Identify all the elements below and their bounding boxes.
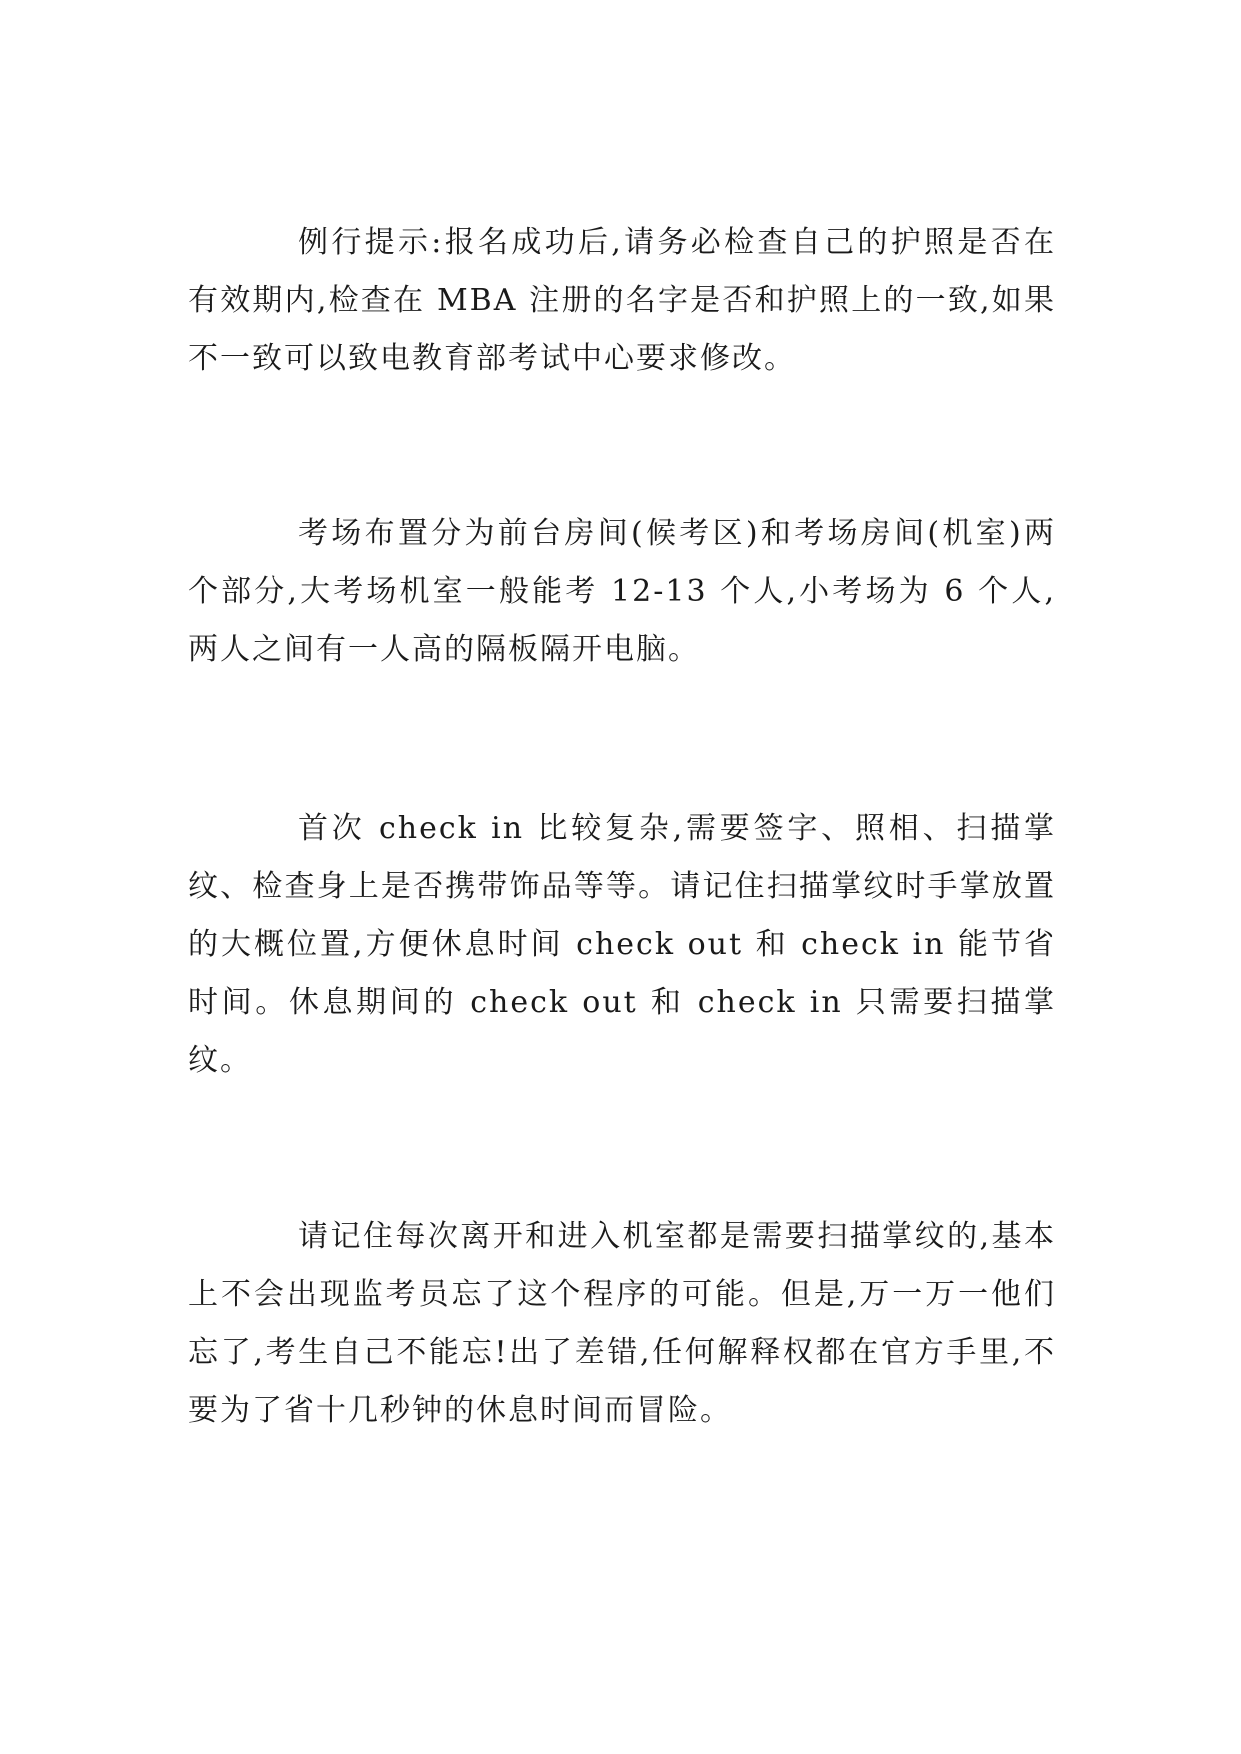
paragraph-palm-scan-warning: 请记住每次离开和进入机室都是需要扫描掌纹的,基本上不会出现监考员忘了这个程序的可能。但是,万一万一他们忘了,考生自己不能忘!出了差错,任何解释权都在官方手里,不要为了省十几秒钟的休息时间而冒险。 — [188, 1219, 1056, 1428]
paragraph-exam-room-layout: 考场布置分为前台房间(候考区)和考场房间(机室)两个部分,大考场机室一般能考 12-13 个人,小考场为 6 个人,两人之间有一人高的隔板隔开电脑。 — [188, 516, 1056, 667]
paragraph-registration-reminder: 例行提示:报名成功后,请务必检查自己的护照是否在有效期内,检查在 MBA 注册的名字是否和护照上的一致,如果不一致可以致电教育部考试中心要求修改。 — [188, 225, 1056, 376]
paragraph-check-in-procedure: 首次 check in 比较复杂,需要签字、照相、扫描掌纹、检查身上是否携带饰品等等。请记住扫描掌纹时手掌放置的大概位置,方便休息时间 check out 和 check in 能节省时间。休息期间的 check out 和 check in 只需要扫描掌纹。 — [188, 811, 1056, 1078]
